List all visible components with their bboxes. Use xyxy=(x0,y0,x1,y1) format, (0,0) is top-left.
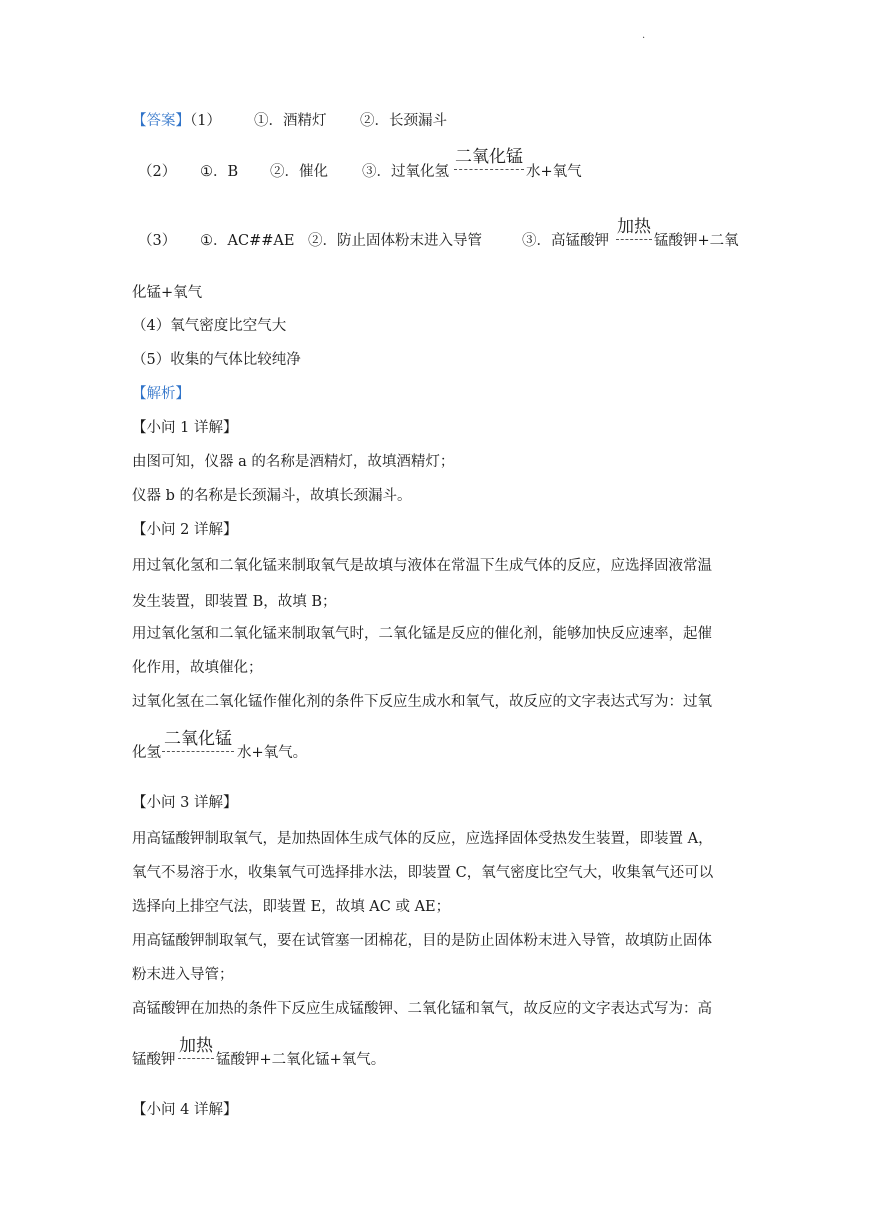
subquestion-2-equation-condition: 二氧化锰 xyxy=(162,729,234,752)
subquestion-2-line-5: 过氧化氢在二氧化锰作催化剂的条件下反应生成水和氧气，故反应的文字表达式写为：过氧 xyxy=(132,694,712,710)
subquestion-3-equation-condition: 加热 xyxy=(178,1036,214,1059)
q3-answer-c-continued: 化锰+氧气 xyxy=(132,285,203,301)
q3-answer-a: ①．AC##AE xyxy=(200,233,295,249)
subquestion-3-line-6: 高锰酸钾在加热的条件下反应生成锰酸钾、二氧化锰和氧气，故反应的文字表达式写为：高 xyxy=(132,1001,712,1017)
subquestion-3-line-3: 选择向上排空气法，即装置 E，故填 AC 或 AE； xyxy=(132,899,451,915)
q1-answer-a: ①．酒精灯 xyxy=(254,113,327,129)
q2-answer-c-reactant: ③．过氧化氢 xyxy=(362,164,449,180)
subquestion-3-line-1: 用高锰酸钾制取氧气，是加热固体生成气体的反应，应选择固体受热发生装置，即装置 A， xyxy=(132,831,713,847)
subquestion-1-title: 【小问 1 详解】 xyxy=(132,420,238,436)
subquestion-2-line-4: 化作用，故填催化； xyxy=(132,660,263,676)
q2-answer-a: ①．B xyxy=(200,164,239,180)
subquestion-3-line-4: 用高锰酸钾制取氧气，要在试管塞一团棉花，目的是防止固体粉末进入导管，故填防止固体 xyxy=(132,933,712,949)
q3-answer-b: ②．防止固体粉末进入导管 xyxy=(308,233,482,249)
q2-answer-c-product: 水+氧气 xyxy=(526,164,582,180)
q1-answer-b: ②．长颈漏斗 xyxy=(360,113,447,129)
answer-line-1 xyxy=(132,111,221,131)
subquestion-2-title: 【小问 2 详解】 xyxy=(132,522,238,538)
q3-answer-c-reactant: ③．高锰酸钾 xyxy=(522,233,609,249)
answer-label: 【答案】 xyxy=(132,113,190,129)
subquestion-1-paragraph-2: 仪器 b 的名称是长颈漏斗，故填长颈漏斗。 xyxy=(132,488,412,504)
subquestion-2-line-3: 用过氧化氢和二氧化锰来制取氧气时，二氧化锰是反应的催化剂，能够加快反应速率，起催 xyxy=(132,626,712,642)
subquestion-3-line-2: 氧气不易溶于水，收集氧气可选择排水法，即装置 C，氧气密度比空气大，收集氧气还可以 xyxy=(132,865,714,881)
subquestion-2-equation-reactant: 化氢 xyxy=(132,745,161,761)
q3-reaction-condition: 加热 xyxy=(616,217,652,240)
subquestion-3-equation-product: 锰酸钾+二氧化锰+氧气。 xyxy=(216,1052,386,1068)
q1-number: （1） xyxy=(190,113,221,129)
analysis-label: 【解析】 xyxy=(132,386,190,402)
subquestion-3-title: 【小问 3 详解】 xyxy=(132,795,238,811)
subquestion-2-equation-product: 水+氧气。 xyxy=(237,745,308,761)
q2-reaction-condition: 二氧化锰 xyxy=(454,147,524,170)
subquestion-3-line-5: 粉末进入导管； xyxy=(132,967,234,983)
q3-number: （3） xyxy=(138,233,177,249)
q3-answer-c-product: 锰酸钾+二氧 xyxy=(654,233,739,249)
subquestion-1-paragraph-1: 由图可知，仪器 a 的名称是酒精灯，故填酒精灯； xyxy=(132,454,455,470)
q2-number: （2） xyxy=(138,164,177,180)
subquestion-4-title: 【小问 4 详解】 xyxy=(132,1102,238,1118)
subquestion-3-equation-reactant: 锰酸钾 xyxy=(132,1052,176,1068)
q2-answer-b: ②．催化 xyxy=(270,164,328,180)
subquestion-2-line-1: 用过氧化氢和二氧化锰来制取氧气是故填与液体在常温下生成气体的反应，应选择固液常温 xyxy=(132,558,712,574)
header-dot: . xyxy=(642,30,646,41)
q4-answer: （4）氧气密度比空气大 xyxy=(132,318,287,334)
subquestion-2-line-2: 发生装置，即装置 B，故填 B； xyxy=(132,594,337,610)
q5-answer: （5）收集的气体比较纯净 xyxy=(132,352,301,368)
